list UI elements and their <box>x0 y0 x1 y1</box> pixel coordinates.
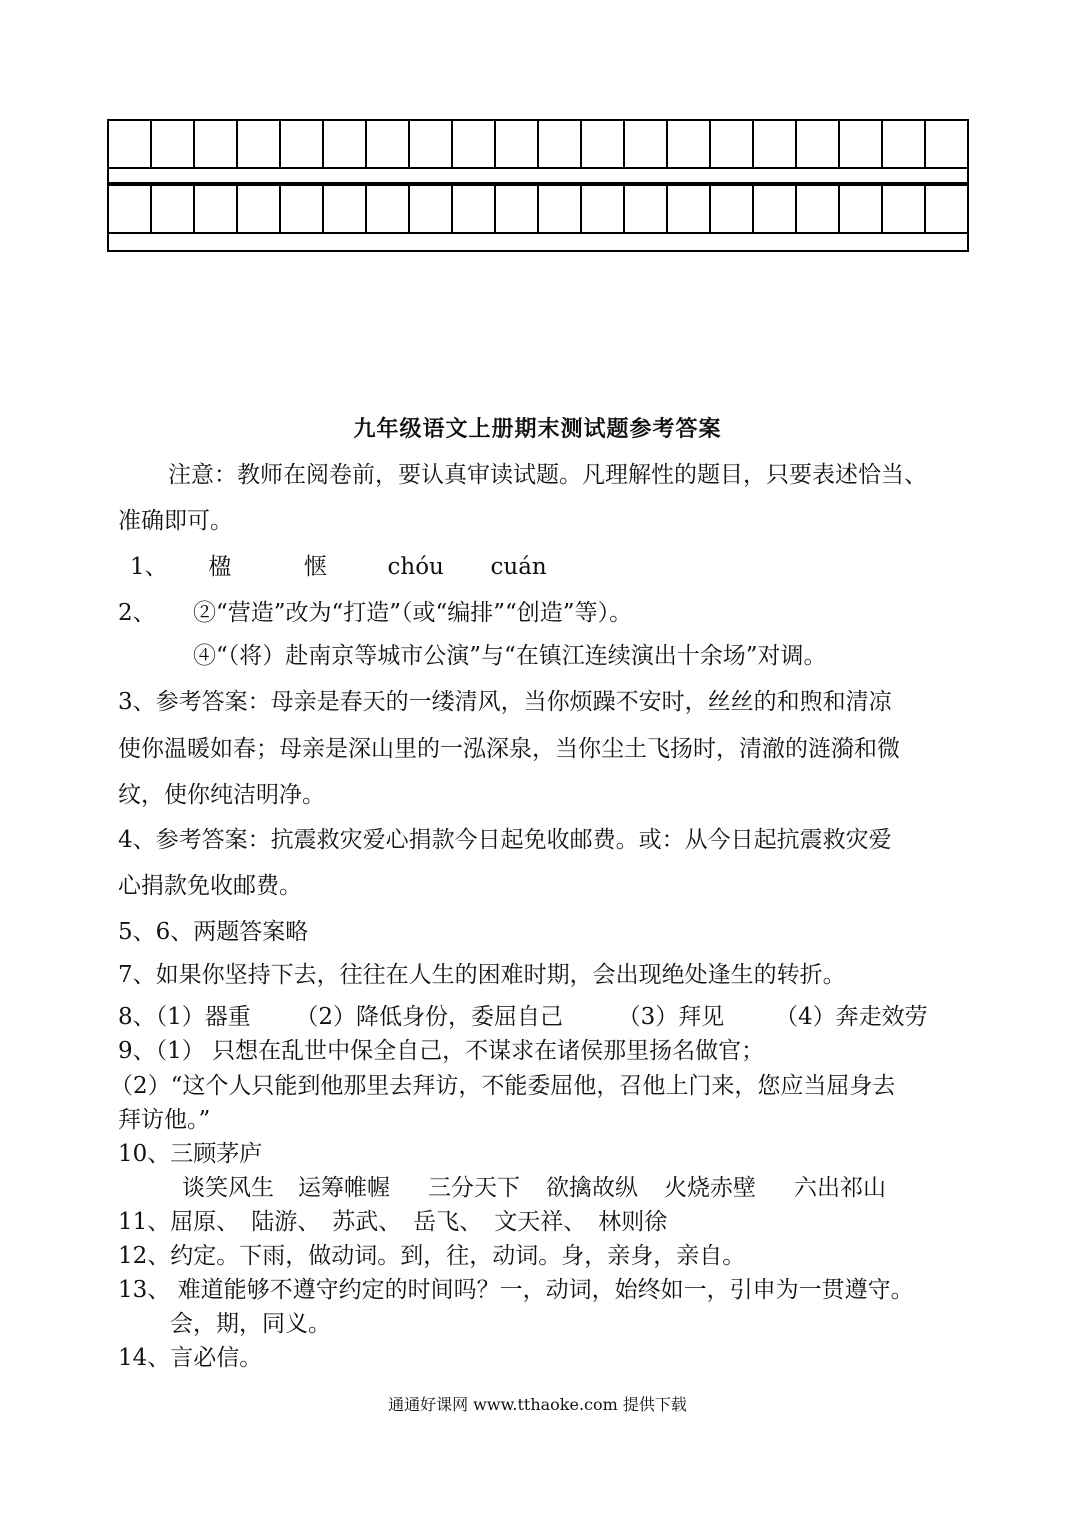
grid-gap-2 <box>107 232 969 252</box>
grid-cell <box>840 121 883 169</box>
grid-cell <box>754 121 797 169</box>
grid-cell <box>668 186 711 234</box>
answer-13-line-1: 13、 难道能够不遵守约定的时间吗？一，动词，始终如一，引申为一贯遵守。 <box>118 1277 914 1303</box>
answer-12: 12、约定。下雨，做动词。到，往，动词。身，亲身，亲自。 <box>118 1243 746 1269</box>
grid-cell <box>238 121 281 169</box>
grid-cell <box>109 121 152 169</box>
idiom-3: 三分天下 <box>428 1175 520 1201</box>
idiom-1: 谈笑风生 <box>182 1175 274 1201</box>
grid-cell <box>281 186 324 234</box>
poet-3: 苏武、 <box>332 1209 402 1235</box>
idiom-5: 火烧赤壁 <box>664 1175 756 1201</box>
grid-cell <box>625 121 668 169</box>
grid-cell <box>195 186 238 234</box>
answer-2-line-1: ②“营造”改为“打造”（或“编排”“创造”等）。 <box>193 600 633 626</box>
note-line-1: 注意：教师在阅卷前，要认真审读试题。凡理解性的题目，只要表述恰当、 <box>168 462 927 488</box>
grid-cell <box>711 186 754 234</box>
answer-8-part-3: （3）拜见 <box>617 1004 725 1030</box>
answer-2-num: 2、 <box>118 600 156 626</box>
grid-cell <box>582 121 625 169</box>
answer-1-pinyin-1: chóu <box>387 554 444 580</box>
grid-cell <box>109 186 152 234</box>
answer-4-line-1: 4、参考答案：抗震救灾爱心捐款今日起免收邮费。或：从今日起抗震救灾爱 <box>118 827 892 853</box>
answer-10-line-1: 10、三顾茅庐 <box>118 1141 263 1167</box>
grid-cell <box>367 186 410 234</box>
answer-11 <box>118 1209 667 1237</box>
grid-cell <box>926 186 969 234</box>
grid-cell <box>238 186 281 234</box>
answer-8 <box>118 1004 928 1032</box>
answer-2-line-2: ④“（将）赴南京等城市公演”与“在镇江连续演出十余场”对调。 <box>193 643 827 669</box>
poet-2: 陆游、 <box>251 1209 321 1235</box>
grid-cell <box>926 121 969 169</box>
grid-cell <box>797 121 840 169</box>
answer-8-part-2: （2）降低身份，委屈自己 <box>295 1004 564 1030</box>
grid-cell <box>711 121 754 169</box>
grid-cell <box>582 186 625 234</box>
answer-8-part-1: （1）器重 <box>155 1004 251 1030</box>
grid-cell <box>539 186 582 234</box>
grid-cell <box>496 186 539 234</box>
poet-6: 林则徐 <box>598 1209 668 1235</box>
grid-cell <box>324 121 367 169</box>
grid-cell <box>324 186 367 234</box>
answer-1-word-1: 楹 <box>208 554 232 580</box>
grid-cell <box>840 186 883 234</box>
answer-1-pinyin-2: cuán <box>490 554 547 580</box>
grid-cell <box>410 121 453 169</box>
grid-gap-1 <box>107 167 969 184</box>
grid-cell <box>453 186 496 234</box>
grid-cell <box>195 121 238 169</box>
answer-4-line-2: 心捐款免收邮费。 <box>118 873 302 899</box>
answer-10-idioms <box>182 1175 886 1203</box>
grid-cell <box>883 121 926 169</box>
grid-row-1 <box>107 119 969 169</box>
poet-4: 岳飞、 <box>413 1209 483 1235</box>
grid-cell <box>152 186 195 234</box>
grid-cell <box>883 186 926 234</box>
answer-7: 7、如果你坚持下去，往往在人生的困难时期，会出现绝处逢生的转折。 <box>118 962 846 988</box>
idiom-6: 六出祁山 <box>794 1175 886 1201</box>
answer-3-line-3: 纹，使你纯洁明净。 <box>118 782 325 808</box>
answer-1-num: 1、 <box>130 554 168 580</box>
answer-8-num: 8、 <box>118 1004 156 1030</box>
idiom-2: 运筹帷幄 <box>298 1175 390 1201</box>
answer-1 <box>130 554 547 582</box>
grid-cell <box>496 121 539 169</box>
answer-5-6: 5、6、两题答案略 <box>118 919 309 945</box>
grid-cell <box>410 186 453 234</box>
answer-14: 14、言必信。 <box>118 1345 263 1371</box>
grid-cell <box>539 121 582 169</box>
grid-cell <box>754 186 797 234</box>
answer-1-word-2: 惬 <box>303 554 327 580</box>
answer-3-line-2: 使你温暖如春；母亲是深山里的一泓深泉，当你尘土飞扬时，清澈的涟漪和微 <box>118 736 900 762</box>
grid-cell <box>797 186 840 234</box>
grid-row-2 <box>107 184 969 234</box>
grid-cell <box>625 186 668 234</box>
answer-9-line-1: 9、（1） 只想在乱世中保全自己，不谋求在诸侯那里扬名做官； <box>118 1038 765 1064</box>
note-line-2: 准确即可。 <box>118 508 233 534</box>
grid-cell <box>281 121 324 169</box>
answer-11-num: 11、 <box>118 1209 171 1235</box>
poet-5: 文天祥、 <box>494 1209 587 1235</box>
idiom-4: 欲擒故纵 <box>546 1175 638 1201</box>
grid-cell <box>367 121 410 169</box>
grid-cell <box>453 121 496 169</box>
grid-cell <box>668 121 711 169</box>
answer-9-line-2: （2）“这个人只能到他那里去拜访，不能委屈他，召他上门来，您应当屈身去 <box>110 1073 896 1099</box>
answer-13-line-2: 会，期，同义。 <box>170 1311 331 1337</box>
poet-1: 屈原、 <box>170 1209 240 1235</box>
answer-8-part-4: （4）奔走效劳 <box>774 1004 928 1030</box>
footer-credit: 通通好课网 www.tthaoke.com 提供下载 <box>388 1395 687 1414</box>
page-title: 九年级语文上册期末测试题参考答案 <box>353 416 722 442</box>
answer-3-line-1: 3、参考答案：母亲是春天的一缕清风，当你烦躁不安时，丝丝的和煦和清凉 <box>118 689 892 715</box>
grid-cell <box>152 121 195 169</box>
writing-grid <box>107 119 969 255</box>
answer-9-line-3: 拜访他。” <box>118 1107 211 1133</box>
